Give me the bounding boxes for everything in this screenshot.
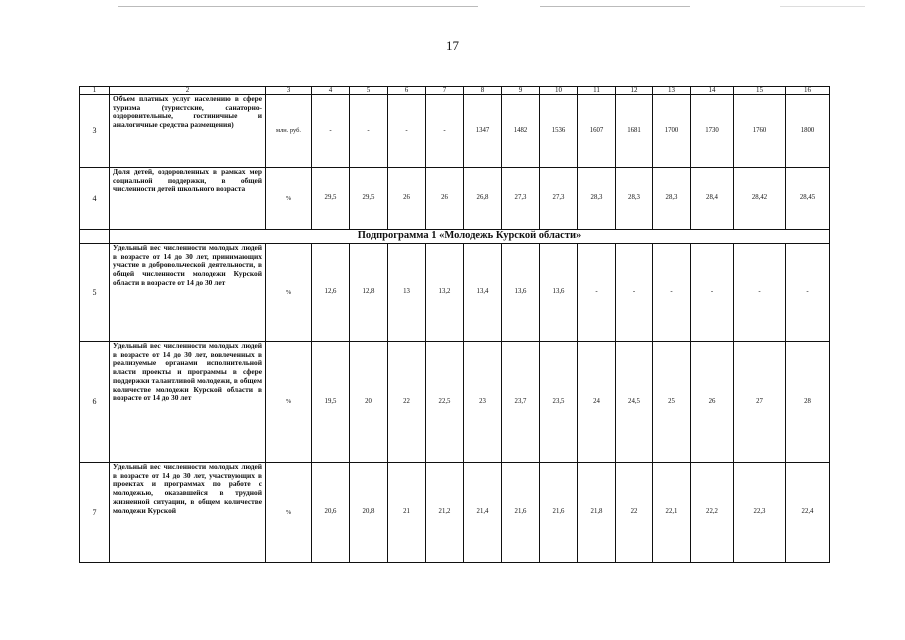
column-header: 1: [80, 87, 110, 95]
column-header: 6: [388, 87, 426, 95]
value-cell: 1760: [734, 95, 786, 168]
column-header: 13: [653, 87, 691, 95]
column-header: 9: [502, 87, 540, 95]
value-cell: 1730: [691, 95, 734, 168]
value-cell: 22: [388, 342, 426, 463]
value-cell: 21: [388, 463, 426, 563]
column-header: 7: [426, 87, 464, 95]
indicator-description: Объем платных услуг населению в сфере туризма (туристские, санаторно-оздоровительные, гостиничные и аналогичные средства размещения): [110, 95, 266, 168]
scan-artifact-line: [540, 6, 690, 7]
value-cell: 22,3: [734, 463, 786, 563]
column-header: 14: [691, 87, 734, 95]
unit-cell: %: [266, 463, 312, 563]
value-cell: -: [616, 244, 653, 342]
table-row: [80, 244, 830, 342]
table-row: [80, 463, 830, 563]
value-cell: 1607: [578, 95, 616, 168]
value-cell: 28,4: [691, 168, 734, 230]
indicator-description: Удельный вес численности молодых людей в возрасте от 14 до 30 лет, вовлеченных в реализуемые органами исполнительной власти проекты и программы в сфере поддержки талантливой молодежи, в общем количестве молодежи Курской области в возрасте от 14 до 30 лет: [110, 342, 266, 463]
value-cell: 27: [734, 342, 786, 463]
value-cell: 12,6: [312, 244, 350, 342]
value-cell: -: [312, 95, 350, 168]
value-cell: 1482: [502, 95, 540, 168]
value-cell: 24: [578, 342, 616, 463]
value-cell: 23: [464, 342, 502, 463]
value-cell: 1700: [653, 95, 691, 168]
value-cell: 13,6: [502, 244, 540, 342]
value-cell: 23,5: [540, 342, 578, 463]
value-cell: 29,5: [312, 168, 350, 230]
unit-cell: %: [266, 342, 312, 463]
row-number: 3: [80, 95, 110, 168]
value-cell: 28,45: [786, 168, 830, 230]
value-cell: 23,7: [502, 342, 540, 463]
value-cell: 12,8: [350, 244, 388, 342]
value-cell: 21,4: [464, 463, 502, 563]
value-cell: 1347: [464, 95, 502, 168]
table-row: [80, 342, 830, 463]
value-cell: 26,8: [464, 168, 502, 230]
value-cell: 28: [786, 342, 830, 463]
value-cell: 26: [691, 342, 734, 463]
row-number: 6: [80, 342, 110, 463]
value-cell: -: [388, 95, 426, 168]
value-cell: 27,3: [502, 168, 540, 230]
value-cell: -: [653, 244, 691, 342]
value-cell: -: [691, 244, 734, 342]
value-cell: 26: [388, 168, 426, 230]
value-cell: 13,6: [540, 244, 578, 342]
value-cell: 24,5: [616, 342, 653, 463]
table-row: [80, 168, 830, 230]
row-number: 7: [80, 463, 110, 563]
value-cell: 13,4: [464, 244, 502, 342]
column-header: 15: [734, 87, 786, 95]
value-cell: 28,42: [734, 168, 786, 230]
scan-artifact-line: [780, 6, 865, 7]
subprogram-row: [80, 230, 830, 244]
value-cell: 19,5: [312, 342, 350, 463]
value-cell: 22,5: [426, 342, 464, 463]
value-cell: 13,2: [426, 244, 464, 342]
value-cell: 21,6: [502, 463, 540, 563]
value-cell: 1536: [540, 95, 578, 168]
column-header: 11: [578, 87, 616, 95]
indicators-table: [79, 86, 830, 563]
value-cell: 28,3: [653, 168, 691, 230]
indicator-description: Удельный вес численности молодых людей в возрасте от 14 до 30 лет, принимающих участие в добровольческой деятельности, в общей численности молодежи Курской области в возрасте от 14 до 30 лет: [110, 244, 266, 342]
value-cell: 21,2: [426, 463, 464, 563]
value-cell: -: [426, 95, 464, 168]
row-number: 4: [80, 168, 110, 230]
column-header: 4: [312, 87, 350, 95]
value-cell: -: [734, 244, 786, 342]
column-header: 8: [464, 87, 502, 95]
value-cell: 21,8: [578, 463, 616, 563]
unit-cell: %: [266, 168, 312, 230]
column-header: 2: [110, 87, 266, 95]
column-header: 5: [350, 87, 388, 95]
table-row: [80, 95, 830, 168]
value-cell: 28,3: [578, 168, 616, 230]
subprogram-cell-left: [80, 230, 110, 244]
value-cell: -: [786, 244, 830, 342]
page-number: 17: [446, 38, 459, 53]
value-cell: 22,4: [786, 463, 830, 563]
value-cell: -: [350, 95, 388, 168]
indicator-description: Удельный вес численности молодых людей в возрасте от 14 до 30 лет, участвующих в проектах и программах по работе с молодежью, оказавшейся в трудной жизненной ситуации, в общем количестве молодежи Курской: [110, 463, 266, 563]
value-cell: -: [578, 244, 616, 342]
value-cell: 20,8: [350, 463, 388, 563]
value-cell: 22,1: [653, 463, 691, 563]
unit-cell: %: [266, 244, 312, 342]
column-header: 12: [616, 87, 653, 95]
row-number: 5: [80, 244, 110, 342]
value-cell: 21,6: [540, 463, 578, 563]
unit-cell: млн. руб.: [266, 95, 312, 168]
column-header: 16: [786, 87, 830, 95]
value-cell: 29,5: [350, 168, 388, 230]
column-numbers-row: [80, 87, 830, 95]
value-cell: 1800: [786, 95, 830, 168]
value-cell: 1681: [616, 95, 653, 168]
value-cell: 22: [616, 463, 653, 563]
value-cell: 25: [653, 342, 691, 463]
indicator-description: Доля детей, оздоровленных в рамках мер социальной поддержки, в общей численности детей школьного возраста: [110, 168, 266, 230]
value-cell: 27,3: [540, 168, 578, 230]
value-cell: 28,3: [616, 168, 653, 230]
value-cell: 22,2: [691, 463, 734, 563]
subprogram-title: Подпрограмма 1 «Молодежь Курской области»: [110, 230, 830, 244]
scan-artifact-line: [118, 6, 478, 7]
column-header: 10: [540, 87, 578, 95]
value-cell: 13: [388, 244, 426, 342]
value-cell: 26: [426, 168, 464, 230]
value-cell: 20: [350, 342, 388, 463]
value-cell: 20,6: [312, 463, 350, 563]
column-header: 3: [266, 87, 312, 95]
